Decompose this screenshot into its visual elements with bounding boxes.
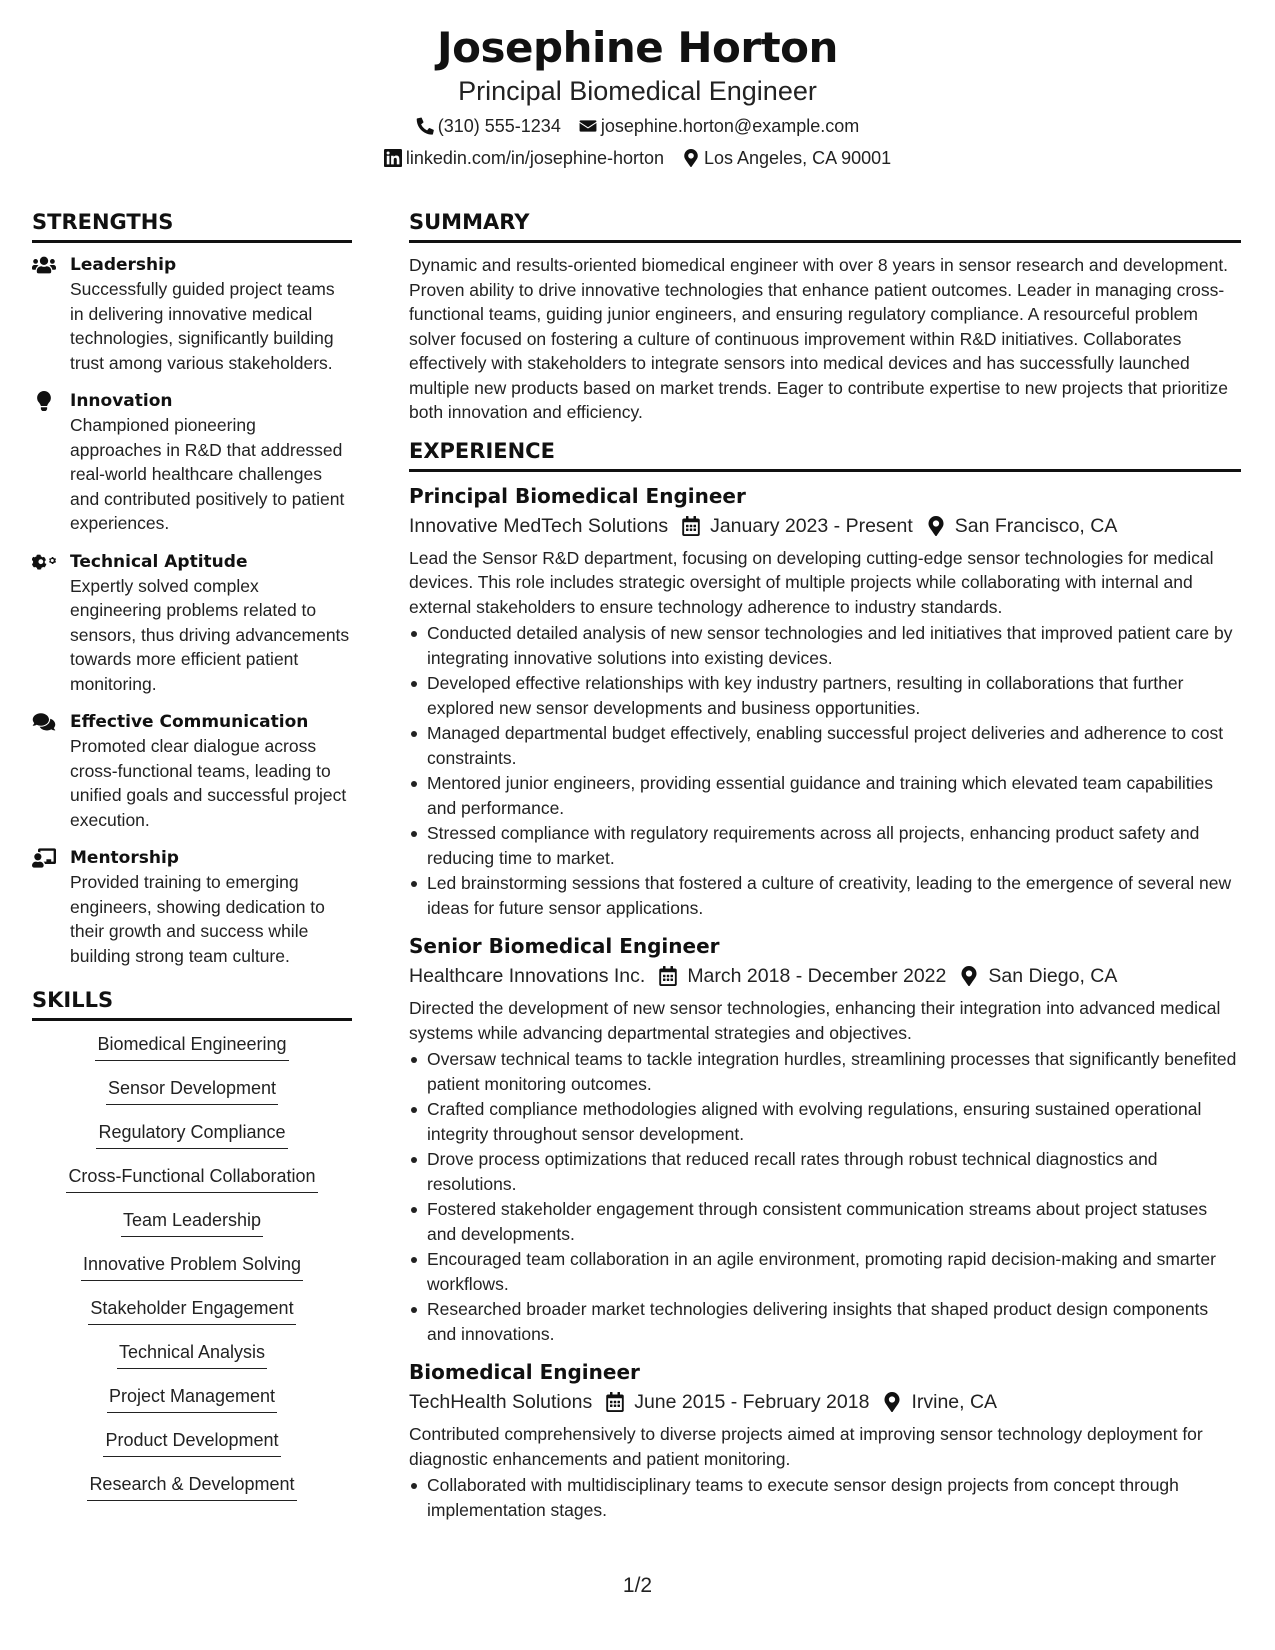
skill-label: Biomedical Engineering <box>95 1031 288 1061</box>
skill-item <box>32 1471 352 1515</box>
phone-contact <box>416 114 561 138</box>
job-meta <box>409 512 1241 540</box>
phone-number: (310) 555-1234 <box>437 116 561 136</box>
job-description: Directed the development of new sensor technologies, enhancing their integration into advanced medical systems while advancing departmental strategies and objectives. <box>409 998 1221 1043</box>
email-address[interactable]: josephine.horton@example.com <box>600 116 860 136</box>
job-bullet: Drove process optimizations that reduced recall rates through robust technical diagnostics and resolutions. <box>409 1147 1241 1196</box>
job-bullet: Conducted detailed analysis of new sensor technologies and led initiatives that improved patient care by integrating innovative solutions into existing devices. <box>409 621 1241 670</box>
skill-item <box>32 1383 352 1427</box>
strength-desc: Expertly solved complex engineering problems related to sensors, thus driving advancements towards more efficient patient monitoring. <box>70 575 350 694</box>
job-bullet: Stressed compliance with regulatory requirements across all projects, enhancing product safety and reducing time to market. <box>409 821 1241 870</box>
job-description: Lead the Sensor R&D department, focusing on developing cutting-edge sensor technologies for medical devices. This role includes strategic oversight of multiple projects while collaborating with internal and external stakeholders to ensure technology adherence to industry standards. <box>409 547 1214 617</box>
strength-item <box>32 253 352 375</box>
users-icon <box>32 255 56 275</box>
job-bullets <box>409 1047 1241 1346</box>
strength-item <box>32 550 352 697</box>
strength-name: Innovation <box>70 391 173 411</box>
resume-header <box>0 22 1275 170</box>
linkedin-icon <box>384 149 402 167</box>
job-meta <box>409 1388 1241 1416</box>
candidate-name: Josephine Horton <box>437 23 838 72</box>
map-marker-icon <box>927 516 945 536</box>
job-dates: January 2023 - Present <box>710 514 913 537</box>
job-bullets <box>409 621 1241 920</box>
map-marker-icon <box>883 1392 901 1412</box>
skill-label: Stakeholder Engagement <box>88 1295 295 1325</box>
map-marker-icon <box>682 149 700 167</box>
linkedin-url[interactable]: linkedin.com/in/josephine-horton <box>405 148 664 168</box>
skill-item <box>32 1031 352 1075</box>
skill-label: Project Management <box>107 1383 277 1413</box>
strength-desc: Championed pioneering approaches in R&D that addressed real-world healthcare challenges and contributed positively to patient experiences. <box>70 415 345 533</box>
job-description: Contributed comprehensively to diverse projects aimed at improving sensor technology deployment for diagnostic enhancements and patient monitoring. <box>409 1424 1203 1469</box>
job-location: San Francisco, CA <box>954 514 1118 537</box>
page-number: 1/2 <box>622 1574 653 1597</box>
job-entry <box>409 482 1241 921</box>
job-bullet: Crafted compliance methodologies aligned with evolving regulations, ensuring sustained operational integrity throughout sensor development. <box>409 1097 1241 1146</box>
experience-heading: EXPERIENCE <box>409 437 1241 472</box>
strength-item <box>32 846 352 968</box>
left-column <box>32 208 352 1515</box>
job-bullet: Developed effective relationships with key industry partners, resulting in collaborations that further explored new sensor developments and business opportunities. <box>409 671 1241 720</box>
job-title: Senior Biomedical Engineer <box>409 934 720 958</box>
skill-label: Cross-Functional Collaboration <box>66 1163 317 1193</box>
skill-item <box>32 1075 352 1119</box>
job-company: Innovative MedTech Solutions <box>409 514 669 537</box>
job-bullet: Researched broader market technologies delivering insights that shaped product design components and innovations. <box>409 1297 1241 1346</box>
location-text: Los Angeles, CA 90001 <box>704 148 892 168</box>
strength-item <box>32 389 352 536</box>
candidate-title: Principal Biomedical Engineer <box>458 76 817 106</box>
skills-heading: SKILLS <box>32 986 352 1021</box>
skill-label: Team Leadership <box>121 1207 263 1237</box>
strength-name: Mentorship <box>70 848 179 868</box>
chalkboard-teacher-icon <box>32 848 56 868</box>
phone-icon <box>416 117 434 135</box>
job-location: Irvine, CA <box>911 1391 998 1413</box>
lightbulb-icon <box>32 391 56 411</box>
skill-item <box>32 1119 352 1163</box>
job-dates: June 2015 - February 2018 <box>634 1391 870 1413</box>
map-marker-icon <box>960 966 978 986</box>
skill-label: Innovative Problem Solving <box>81 1251 303 1281</box>
skill-label: Product Development <box>103 1427 280 1457</box>
job-bullet: Managed departmental budget effectively, enabling successful project deliveries and adherence to cost constraints. <box>409 721 1241 770</box>
envelope-icon <box>579 117 597 135</box>
strength-desc: Promoted clear dialogue across cross-functional teams, leading to unified goals and successful project execution. <box>70 736 347 830</box>
right-column <box>409 208 1241 1534</box>
strength-desc: Successfully guided project teams in delivering innovative medical technologies, significantly building trust among various stakeholders. <box>70 279 335 373</box>
strength-item <box>32 710 352 832</box>
job-bullet: Fostered stakeholder engagement through consistent communication streams about project statuses and developments. <box>409 1197 1241 1246</box>
job-dates: March 2018 - December 2022 <box>687 965 947 987</box>
job-bullet: Mentored junior engineers, providing essential guidance and training which elevated team capabilities and performance. <box>409 771 1241 820</box>
strengths-heading: STRENGTHS <box>32 208 352 243</box>
skill-label: Sensor Development <box>106 1075 278 1105</box>
job-location: San Diego, CA <box>988 965 1118 987</box>
job-bullet: Collaborated with multidisciplinary teams to execute sensor design projects from concept through implementation stages. <box>409 1473 1241 1522</box>
skill-item <box>32 1427 352 1471</box>
email-contact[interactable] <box>579 114 859 138</box>
skill-item <box>32 1163 352 1207</box>
job-company: TechHealth Solutions <box>409 1391 593 1413</box>
job-bullet: Oversaw technical teams to tackle integration hurdles, streamlining processes that significantly benefited patient monitoring outcomes. <box>409 1047 1241 1096</box>
summary-heading: SUMMARY <box>409 208 1241 243</box>
job-bullet: Encouraged team collaboration in an agile environment, promoting rapid decision-making and smarter workflows. <box>409 1247 1241 1296</box>
skill-item <box>32 1251 352 1295</box>
contact-row-2 <box>0 146 1275 170</box>
linkedin-contact[interactable] <box>384 146 664 170</box>
calendar-icon <box>659 966 677 986</box>
strength-name: Leadership <box>70 255 177 275</box>
job-bullets <box>409 1473 1241 1522</box>
strength-name: Technical Aptitude <box>70 551 248 572</box>
calendar-icon <box>606 1392 624 1412</box>
job-bullet: Led brainstorming sessions that fostered a culture of creativity, leading to the emergence of several new ideas for future sensor applications. <box>409 871 1241 920</box>
skill-item <box>32 1339 352 1383</box>
strength-desc: Provided training to emerging engineers, showing dedication to their growth and success while building strong team culture. <box>70 872 325 966</box>
summary-text: Dynamic and results-oriented biomedical engineer with over 8 years in sensor research and development. Proven ability to drive innovative technologies that enhance patient outcomes. Leader in managing cross-functional teams, guiding junior engineers, and ensuring regulatory compliance. A resourceful problem solver focused on fostering a culture of continuous improvement within R&D initiatives. Collaborates effectively with stakeholders to integrate sensors into medical devices and has successfully launched multiple new products based on market trends. Eager to contribute expertise to new projects that prioritize both innovation and efficiency. <box>409 255 1229 422</box>
skill-label: Research & Development <box>87 1471 296 1501</box>
skill-label: Regulatory Compliance <box>96 1119 287 1149</box>
gears-icon <box>32 552 56 572</box>
strength-name: Effective Communication <box>70 712 309 732</box>
job-company: Healthcare Innovations Inc. <box>409 965 646 987</box>
skill-item <box>32 1295 352 1339</box>
job-entry <box>409 932 1241 1346</box>
calendar-icon <box>682 516 700 536</box>
contact-row-1 <box>0 114 1275 138</box>
job-title: Biomedical Engineer <box>409 1360 640 1384</box>
skill-label: Technical Analysis <box>117 1339 267 1369</box>
location-contact <box>682 146 891 170</box>
job-title: Principal Biomedical Engineer <box>409 483 746 508</box>
comments-icon <box>32 712 56 732</box>
skills-list <box>32 1031 352 1515</box>
skill-item <box>32 1207 352 1251</box>
job-meta <box>409 962 1241 990</box>
job-entry <box>409 1358 1241 1522</box>
